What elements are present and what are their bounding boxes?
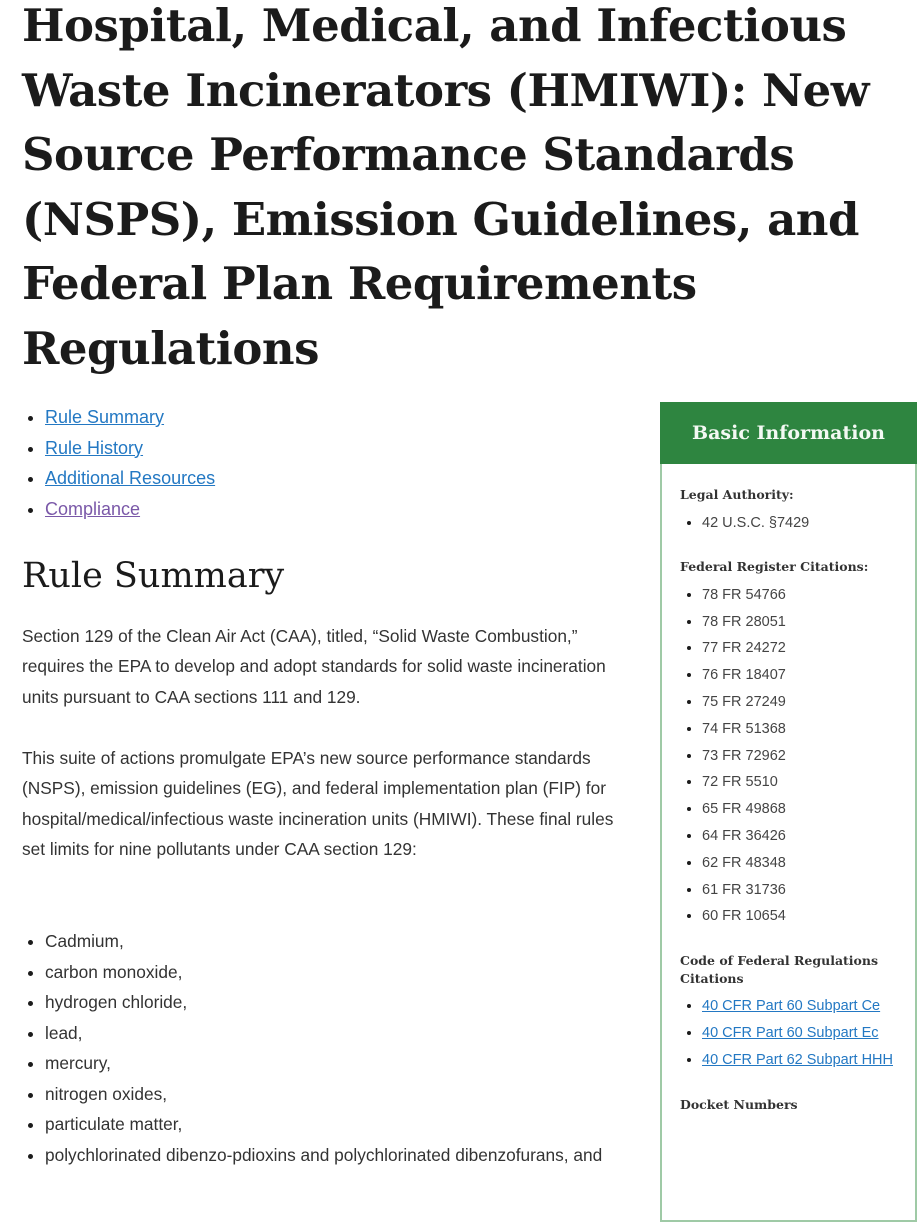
list-item: • mercury, [45, 1048, 655, 1079]
rule-summary-paragraph: This suite of actions promulgate EPA’s new source performance standards (NSPS), emission guidelines (EG), and federal implementation plan (FIP) for hospital/medical/infectious waste incineration units (HMIWI). These final rules set limits for nine pollutants under CAA section 129: [22, 748, 614, 859]
toc-item [45, 463, 215, 494]
list-item: • 75 FR 27249 [702, 689, 905, 716]
list-item: • 64 FR 36426 [702, 823, 905, 850]
list-item: • carbon monoxide, [45, 957, 655, 988]
fr-citations-list [680, 582, 905, 930]
toc-item [45, 402, 215, 433]
cfr-link-part60-ec[interactable]: 40 CFR Part 60 Subpart Ec [702, 1024, 879, 1041]
list-item: • 73 FR 72962 [702, 743, 905, 770]
toc-item [45, 494, 215, 525]
cfr-link-part62-hhh[interactable]: 40 CFR Part 62 Subpart HHH [702, 1051, 893, 1068]
list-item: • nitrogen oxides, [45, 1079, 655, 1110]
list-item: • 72 FR 5510 [702, 769, 905, 796]
list-item: • particulate matter, [45, 1109, 655, 1140]
list-item: • 60 FR 10654 [702, 903, 905, 930]
cfr-citations-heading: Code of Federal Regulations Citations [680, 953, 879, 986]
list-item: • 78 FR 54766 [702, 582, 905, 609]
toc-link-additional-resources[interactable]: Additional Resources [45, 468, 216, 489]
list-item: • 42 U.S.C. §7429 [702, 510, 905, 537]
section-heading-rule-summary: Rule Summary [22, 556, 285, 596]
toc-link-rule-history[interactable]: Rule History [45, 437, 144, 458]
list-item: • lead, [45, 1018, 655, 1049]
toc-item [45, 433, 215, 464]
page-title: Hospital, Medical, and Infectious Waste Incinerators (HMIWI): New Source Performance Standards (NSPS), Emission Guidelines, and Federal Plan Requirements Regulations [22, 0, 870, 375]
cfr-citations-list [680, 993, 905, 1073]
toc-link-compliance[interactable]: Compliance [45, 499, 141, 520]
list-item: • 74 FR 51368 [702, 716, 905, 743]
list-item: • 61 FR 31736 [702, 877, 905, 904]
legal-authority-list [680, 510, 905, 537]
basic-information-title: Basic Information [660, 402, 917, 464]
toc-link-rule-summary[interactable]: Rule Summary [45, 407, 165, 427]
docket-numbers-heading: Docket Numbers [680, 1096, 798, 1112]
list-item: • 78 FR 28051 [702, 609, 905, 636]
fr-citations-heading: Federal Register Citations: [680, 559, 869, 575]
list-item [702, 1020, 905, 1047]
legal-authority-heading: Legal Authority: [680, 487, 794, 502]
list-item: • hydrogen chloride, [45, 987, 655, 1018]
list-item: • 77 FR 24272 [702, 635, 905, 662]
list-item: • polychlorinated dibenzo-pdioxins and polychlorinated dibenzofurans, and [45, 1140, 655, 1171]
list-item: • Cadmium, [45, 926, 655, 957]
basic-information-box [660, 402, 917, 1222]
list-item: • 62 FR 48348 [702, 850, 905, 877]
list-item [702, 1047, 905, 1074]
pollutant-list [22, 926, 655, 1170]
list-item: • 76 FR 18407 [702, 662, 905, 689]
table-of-contents [22, 402, 215, 525]
list-item [702, 993, 905, 1020]
list-item: • 65 FR 49868 [702, 796, 905, 823]
rule-summary-paragraph: Section 129 of the Clean Air Act (CAA), titled, “Solid Waste Combustion,” requires the EPA to develop and adopt standards for solid waste incineration units pursuant to CAA sections 111 and 129. [22, 626, 606, 707]
cfr-link-part60-ce[interactable]: 40 CFR Part 60 Subpart Ce [702, 998, 881, 1015]
